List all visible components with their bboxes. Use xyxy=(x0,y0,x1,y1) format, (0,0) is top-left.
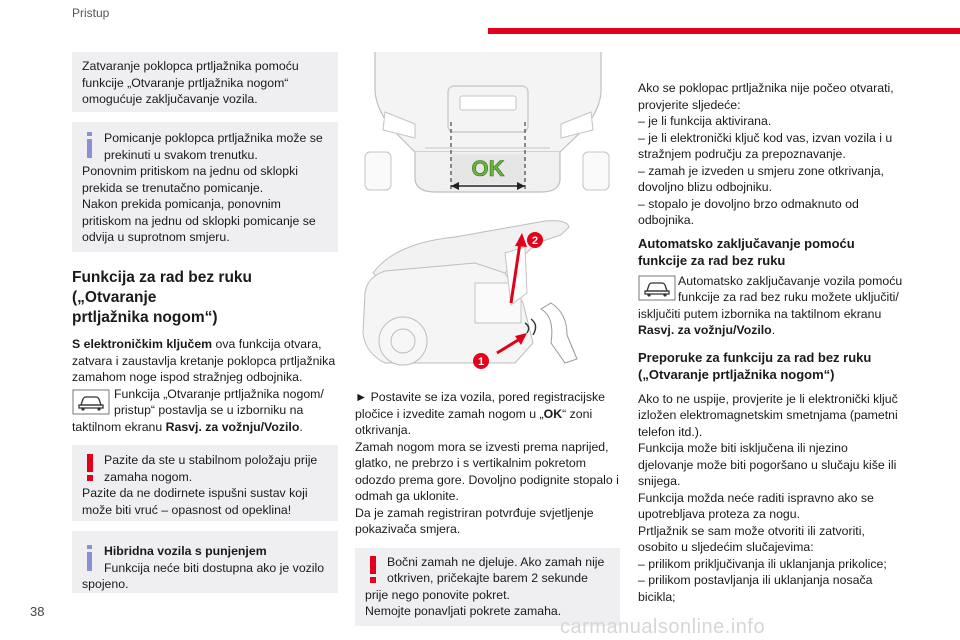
text-line: Ako se poklopac prtljažnika nije počeo otvarati, xyxy=(638,81,894,95)
lock-note-box xyxy=(72,52,338,112)
text-line: otkrivanja. xyxy=(355,423,412,437)
text-line: može biti vruć – opasnost od opeklina! xyxy=(82,502,292,517)
text-line: prije nego ponovite pokret. xyxy=(365,587,510,602)
heading-line: Preporuke za funkciju za rad bez ruku xyxy=(638,349,872,365)
column-left xyxy=(72,52,338,593)
ok-term: OK xyxy=(543,406,563,421)
text-line: odozdo prema gore. Dovoljno podignite stopalo i xyxy=(355,472,619,487)
heading-line: Automatsko zaključavanje pomoću xyxy=(638,235,855,251)
text-line: Pazite da ste u stabilnom položaju prije xyxy=(104,453,318,467)
text-line: snijega. xyxy=(638,474,681,488)
text-line: Automatsko zaključavanje vozila pomoću xyxy=(678,273,903,288)
text-line: Ako to ne uspije, provjerite je li elektronički ključ xyxy=(638,391,898,406)
hybrid-title: Hibridna vozila s punjenjem xyxy=(104,544,267,558)
text-line: funkcije za rad bez ruku možete uključiti/ xyxy=(678,290,899,304)
warning-box-side-kick xyxy=(355,548,620,626)
car-settings-note xyxy=(638,273,908,339)
recommendations-paragraph xyxy=(638,391,908,606)
text-line: Funkcija može biti isključena ili njezino xyxy=(638,441,848,455)
text-line: djelovanje može biti pogoršano u slučaju kiše ili xyxy=(638,457,897,472)
text-line: Funkcija možda neće raditi ispravno ako se xyxy=(638,490,874,505)
text-line: Pomicanje poklopca prtljažnika može se xyxy=(104,131,323,145)
text-line: zamahom noge ispod stražnjeg odbojnika. xyxy=(72,370,303,384)
rear-view-illustration xyxy=(355,52,620,200)
text-line: funkcije „Otvaranje prtljažnika nogom“ xyxy=(82,75,289,90)
subheading-recommendations xyxy=(638,349,908,383)
text-fragment: “ zoni xyxy=(562,406,593,421)
menu-name: Rasvj. za vožnju/Vozilo xyxy=(638,323,772,337)
text-line: Nemojte ponavljati pokrete zamaha. xyxy=(365,604,562,618)
text-line: zatvara i zaustavlja kretanje poklopca prtljažnika xyxy=(72,353,336,368)
car-settings-icon xyxy=(638,275,676,301)
header-accent-bar xyxy=(488,28,960,34)
text-line: Bočni zamah ne djeluje. Ako zamah nije xyxy=(387,554,605,569)
text-line: Da je zamah registriran potvrđuje svjetljenje xyxy=(355,505,594,520)
text-line: Pazite da ne dodirnete ispušni sustav koji xyxy=(82,486,308,500)
text-line: spojeno. xyxy=(82,577,129,591)
text-line: Funkcija „Otvaranje prtljažnika nogom/ xyxy=(114,386,324,401)
text-line: prekida se trenutačno pomicanje. xyxy=(82,180,264,195)
text-fragment: ova funkcija otvara, xyxy=(212,337,322,351)
info-box-interrupt xyxy=(72,122,338,252)
text-line: odvija u suprotnom smjeru. xyxy=(82,230,230,244)
text-line: bicikla; xyxy=(638,589,676,604)
text-line: Funkcija neće biti dostupna ako je vozilo xyxy=(104,560,325,575)
text-line: odbojnika. xyxy=(638,213,695,227)
text-line: odmah ga uklonite. xyxy=(355,489,459,503)
text-line: izložen elektromagnetskim smetnjama (pametni xyxy=(638,408,898,422)
text-line: – zamah je izveden u smjeru zone otkrivanja, xyxy=(638,163,885,178)
text-line: omogućuje zaključavanje vozila. xyxy=(82,92,258,106)
car-settings-note xyxy=(72,386,338,436)
callout-1: 1 xyxy=(477,355,485,368)
callout-2: 2 xyxy=(531,234,539,247)
text-line: dovoljno blizu odbojniku. xyxy=(638,180,772,194)
text-line: provjerite sljedeće: xyxy=(638,97,741,112)
warning-icon xyxy=(369,556,377,584)
column-right xyxy=(638,80,908,605)
subheading-auto-lock xyxy=(638,235,908,269)
info-icon xyxy=(86,132,93,160)
warning-icon xyxy=(86,454,94,482)
text-line: Prtljažnik se sam može otvoriti ili zatvoriti, xyxy=(638,523,865,538)
ok-zone-label: OK xyxy=(471,156,505,181)
text-line: Zatvaranje poklopca prtljažnika pomoću xyxy=(82,59,299,73)
bold-term: S elektroničkim ključem xyxy=(72,337,213,351)
text-line: pokazivača smjera. xyxy=(355,522,461,536)
text-line: osobito u sljedećim slučajevima: xyxy=(638,540,814,554)
text-line: upotrebljava proteza za nogu. xyxy=(638,507,801,521)
text-line: Ponovnim pritiskom na jednu od sklopki xyxy=(82,164,298,178)
section-heading xyxy=(72,268,338,328)
text-line: Nakon prekida pomicanja, ponovnim xyxy=(82,197,281,211)
text-line: – prilikom postavljanja ili uklanjanja nosača xyxy=(638,573,873,587)
info-box-hybrid xyxy=(72,531,338,593)
heading-line: Funkcija za rad bez ruku („Otvaranje xyxy=(72,269,253,306)
text-line: ► Postavite se iza vozila, pored registracijske xyxy=(355,390,606,404)
checklist-paragraph xyxy=(638,80,908,229)
page-number: 38 xyxy=(30,604,45,619)
text-line: – stopalo je dovoljno brzo odmaknuto od xyxy=(638,196,859,211)
text-fragment: pločice i izvedite zamah nogom u „ xyxy=(355,406,544,421)
step-paragraph xyxy=(355,389,620,538)
tailgate-opening-illustration xyxy=(355,213,620,373)
text-line: otkriven, pričekajte barem 2 sekunde xyxy=(387,571,588,585)
text-fragment: taktilnom ekranu xyxy=(72,419,166,434)
text-line: isključiti putem izbornika na taktilnom ekranu xyxy=(638,306,882,321)
text-line: zamaha nogom. xyxy=(104,469,193,484)
info-icon xyxy=(86,545,93,573)
column-middle xyxy=(355,52,620,626)
text-line: pristup“ postavlja se u izborniku na xyxy=(114,403,304,417)
heading-line: funkcije za rad bez ruku xyxy=(638,252,786,268)
text-line: – je li funkcija aktivirana. xyxy=(638,114,772,128)
text-line: glatko, ne prebrzo i s vertikalnim pokretom xyxy=(355,456,587,470)
text-line: prekinuti u svakom trenutku. xyxy=(104,147,258,162)
intro-paragraph xyxy=(72,336,338,386)
text-line: stražnjem području za prepoznavanje. xyxy=(638,147,846,161)
text-fragment: . xyxy=(771,323,776,337)
warning-box-stability xyxy=(72,445,338,521)
car-settings-icon xyxy=(72,389,110,415)
section-title: Pristup xyxy=(72,6,110,20)
heading-line: („Otvaranje prtljažnika nogom“) xyxy=(638,366,835,382)
text-line: Zamah nogom mora se izvesti prema naprijed, xyxy=(355,439,609,454)
text-line: pritiskom na jednu od sklopki pomicanje se xyxy=(82,213,316,228)
text-line: – prilikom priključivanja ili uklanjanja prikolice; xyxy=(638,556,887,571)
text-fragment: . xyxy=(299,419,303,434)
heading-line: prtljažnika nogom“) xyxy=(72,309,218,326)
text-line: – je li elektronički ključ kod vas, izvan vozila i u xyxy=(638,130,893,145)
text-line: telefon itd.). xyxy=(638,424,703,439)
watermark: carmanualsonline.info xyxy=(560,616,766,638)
menu-name: Rasvj. za vožnju/Vozilo xyxy=(165,419,300,434)
